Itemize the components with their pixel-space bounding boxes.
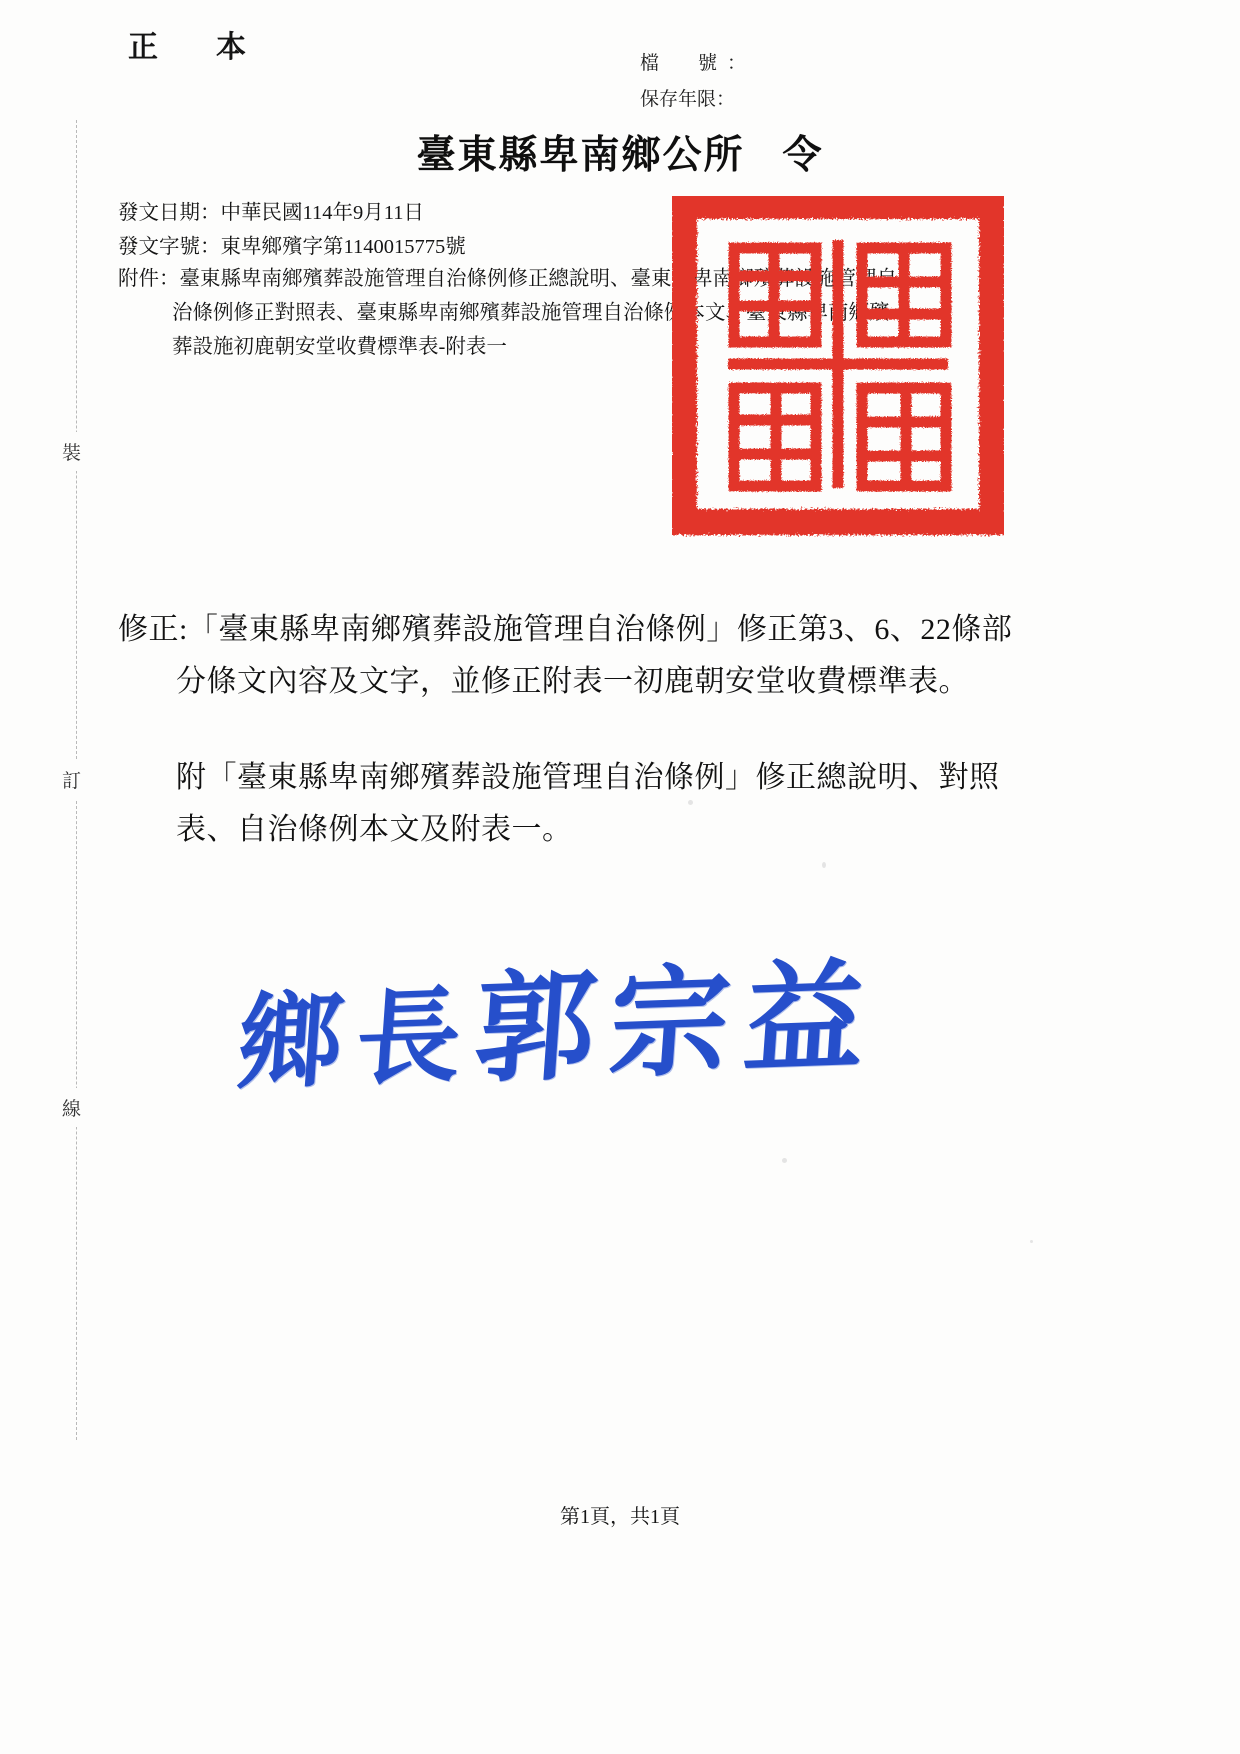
document-type: 令 — [782, 134, 824, 177]
retention-row — [640, 82, 756, 118]
binding-mark-xian: 線 — [62, 1088, 81, 1127]
binding-mark-zhuang: 裝 — [62, 432, 81, 471]
document-meta — [118, 196, 678, 264]
body-paragraph-1 — [118, 604, 1158, 708]
body-paragraph-1-line-2: 分條文內容及文字，並修正附表一初鹿朝安堂收費標準表。 — [176, 665, 969, 698]
file-number-label: 檔 號： — [640, 53, 757, 74]
issuing-authority: 臺東縣卑南鄉公所 — [416, 134, 745, 177]
issue-date-label: 發文日期： — [118, 202, 221, 224]
attachment-line-3: 葬設施初鹿朝安堂收費標準表-附表一 — [172, 336, 507, 358]
doc-number-value: 東卑鄉殯字第1140015775號 — [220, 236, 466, 258]
signature-name: 郭宗益 — [470, 949, 884, 1097]
signature-title: 鄉長 — [234, 979, 479, 1103]
attachment-label: 附件： — [118, 268, 180, 290]
scan-speckle — [1030, 1240, 1033, 1243]
file-number-row — [640, 46, 756, 82]
doc-number-row — [118, 230, 678, 264]
attachment-text-1: 臺東縣卑南鄉殯葬設施管理自治條例修正總說明、臺東縣卑南鄉殯葬設施管理自 — [179, 268, 897, 290]
official-red-seal — [672, 196, 1004, 544]
page-title — [0, 124, 1240, 180]
document-body — [118, 604, 1158, 856]
page-footer: 第1頁，共1頁 — [560, 1506, 680, 1528]
issue-date-row — [118, 196, 678, 230]
amendment-label: 修正: — [118, 613, 188, 646]
body-paragraph-2-line-1: 附「臺東縣卑南鄉殯葬設施管理自治條例」修正總說明、對照 — [176, 761, 1000, 794]
scan-speckle — [782, 1158, 787, 1163]
scan-speckle — [822, 862, 826, 868]
body-paragraph-2 — [118, 752, 1158, 856]
archive-fields — [640, 46, 756, 118]
attachment-line-2: 治條例修正對照表、臺東縣卑南鄉殯葬設施管理自治條例本文、臺東縣卑南鄉殯 — [172, 302, 890, 324]
body-paragraph-1-line-1: 「臺東縣卑南鄉殯葬設施管理自治條例」修正第3、6、22條部 — [187, 613, 1013, 646]
body-paragraph-2-line-2: 表、自治條例本文及附表一。 — [176, 813, 573, 846]
doc-number-label: 發文字號： — [118, 236, 221, 258]
copy-mark: 正 本 — [128, 31, 260, 64]
binding-mark-ding: 訂 — [62, 760, 81, 799]
scan-speckle — [688, 800, 693, 805]
issue-date-value: 中華民國114年9月11日 — [220, 202, 424, 224]
retention-label: 保存年限： — [640, 89, 736, 110]
signature-stamp — [233, 918, 948, 1122]
